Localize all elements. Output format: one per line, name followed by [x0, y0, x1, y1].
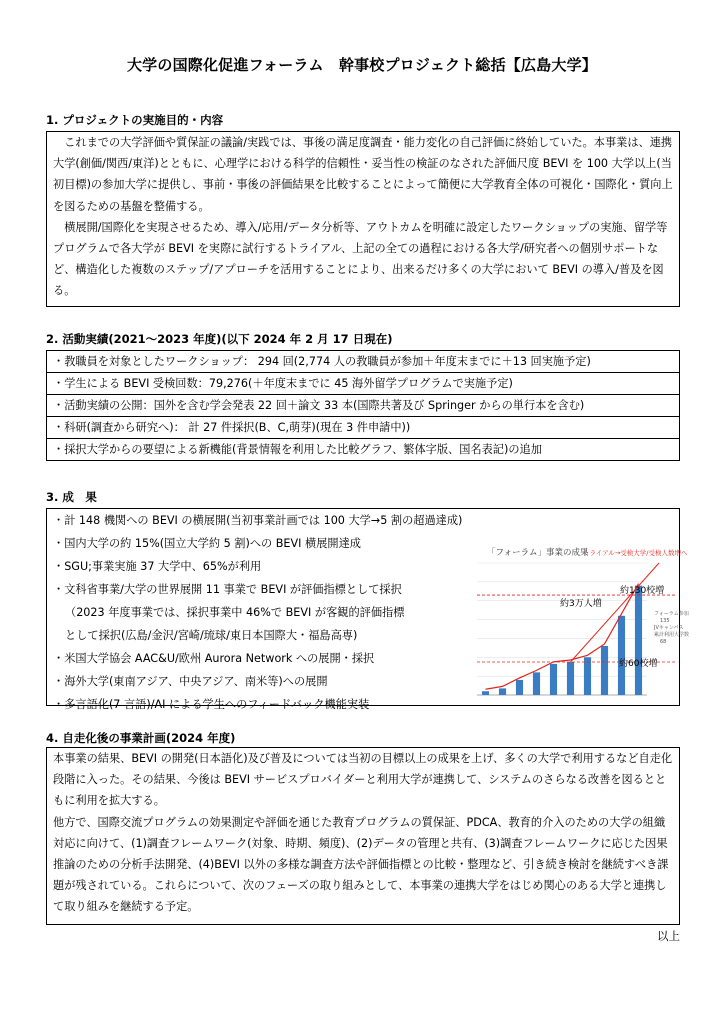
result-item: ・文科省事業/大学の世界展開 11 事業で BEVI が評価指標として採択 [53, 583, 402, 596]
closing-mark: 以上 [657, 929, 680, 943]
result-item: ・米国大学協会 AAC&U/欧州 Aurora Network への展開・採択 [53, 652, 375, 665]
results-chart [447, 539, 690, 705]
section-4-box [46, 747, 680, 925]
chart-growth-arrow [571, 563, 660, 662]
annotation-30k: 約3万人増 [560, 599, 602, 609]
chart-bar [550, 664, 557, 695]
section-4-heading: 4. 自走化後の事業計画(2024 年度) [46, 731, 236, 745]
side-note-line: 累計利用大学数 [654, 632, 690, 638]
activity-item: ・活動実績の公開：国外を含む学会発表 22 回＋論文 33 本(国際共著及び Springer からの単行本を含む) [47, 395, 679, 417]
result-item: として採択(広島/金沢/宮崎/琉球/東日本国際大・福島高専) [65, 629, 358, 642]
result-item: ・多言語化(7 言語)/AI による学生へのフィードバック機能実装 [53, 698, 370, 711]
chart-bar [516, 680, 523, 695]
side-note-line: 135 [660, 618, 670, 624]
result-item: ・海外大学(東南アジア、中央アジア、南米等)への展開 [53, 675, 328, 688]
result-item: （2023 年度事業では、採択事業中 46%で BEVI が客観的評価指標 [65, 606, 405, 619]
section-4-paragraph-2: 他方で、国際交流プログラムの効果測定や評価を通じた教育プログラムの質保証、PDCA、教育的介入のための大学の組織対応に向けて、(1)調査フレームワーク(対象、時期、頻度)、(2)データの管理と共有、(3)調査フレームワークに応じた因果推論のための分析手法開発、(4)BEVI 以外の多様な調査方法や評価指標との比較・整理など、引き続き検討を継続すべき課題が残されている。これらについて、次のフェーズの取り組みとして、本事業の連携大学をはじめ関心のある大学と連携して取り組みを継続する予定。 [53, 815, 669, 914]
activity-item: ・学生による BEVI 受検回数：79,276(＋年度末までに 45 海外留学プログラムで実施予定) [47, 373, 679, 395]
section-1-paragraph-1: これまでの大学評価や質保証の議論/実践では、事後の満足度調査・能力変化の自己評価に終始していた。本事業は、連携大学(創価/関西/東洋)とともに、心理学における科学的信頼性・妥当性の検証のなされた評価尺度 BEVI を 100 大学以上(当初目標)の参加大学に提供し、事前・事後の評価結果を比較することによって簡便に大学教育全体の可視化・国際化・質向上を図るための基盤を整備する。 [53, 136, 673, 213]
section-2-heading: 2. 活動実績(2021～2023 年度)(以下 2024 年 2 月 17 日現在) [46, 332, 393, 346]
result-item: ・計 148 機関への BEVI の横展開(当初事業計画では 100 大学→5 割の超過達成) [53, 514, 463, 527]
chart-bar [635, 586, 642, 695]
section-3-heading: 3. 成 果 [46, 490, 97, 504]
result-item: ・国内大学の約 15%(国立大学約 5 割)への BEVI 横展開達成 [53, 537, 361, 550]
side-note-line: JVキャンパス [654, 625, 684, 631]
chart-bar [533, 672, 540, 695]
activity-item: ・教職員を対象としたワークショップ： 294 回(2,774 人の教職員が参加＋年度末までに＋13 回実施予定) [47, 351, 679, 373]
chart-side-note [653, 610, 689, 645]
activity-item: ・採択大学からの要望による新機能(背景情報を利用した比較グラフ、繁体字版、国名表記)の追加 [53, 443, 542, 456]
activity-item: ・科研(調査から研究へ)： 計 27 件採択(B、C,萌芽)(現在 3 件申請中)) [47, 417, 679, 439]
result-item: ・SGU;事業実施 37 大学中、65%が利用 [53, 560, 262, 573]
chart-bar [499, 688, 506, 695]
annotation-60: 約60校増 [619, 659, 658, 669]
chart-bar [618, 616, 625, 695]
chart-bar [601, 646, 608, 695]
section-1-box [46, 131, 680, 307]
section-1-heading: 1. プロジェクトの実施目的・内容 [46, 113, 224, 127]
chart-bar [567, 662, 574, 695]
chart-bar [584, 657, 591, 695]
section-3-box [46, 508, 690, 711]
section-1-paragraph-2: 横展開/国際化を実現させるため、導入/応用/データ分析等、アウトカムを明確に設定したワークショップの実施、留学等プログラムで各大学が BEVI を実際に試行するトライアル、上記の全ての過程における各大学/研究者への個別サポートなど、構造化した複数のステップ/アプローチを活用することにより、出来るだけ多くの大学において BEVI の導入/普及を図る。 [53, 220, 668, 298]
chart-title: 「フォーラム」事業の成果 [487, 548, 589, 558]
section-4-paragraph-1: 本事業の結果、BEVI の開発(日本語化)及び普及については当初の目標以上の成果を上げ、多くの大学で利用するなど自走化段階に入った。その結果、今後は BEVI サービスプロバイダーと利用大学が連携して、システムのさらなる改善を図るとともに利用を拡大する。 [53, 752, 673, 808]
chart-subtitle: トライアル→受検大学/受検人数増へ [583, 549, 688, 557]
section-2-box [46, 350, 680, 461]
side-note-line: フォーラム参加 [654, 611, 689, 617]
page-title: 大学の国際化促進フォーラム 幹事校プロジェクト総括【広島大学】 [126, 56, 597, 74]
annotation-130: 約130校増 [620, 586, 665, 596]
side-note-line: 68 [660, 639, 667, 645]
chart-bar [482, 691, 489, 695]
